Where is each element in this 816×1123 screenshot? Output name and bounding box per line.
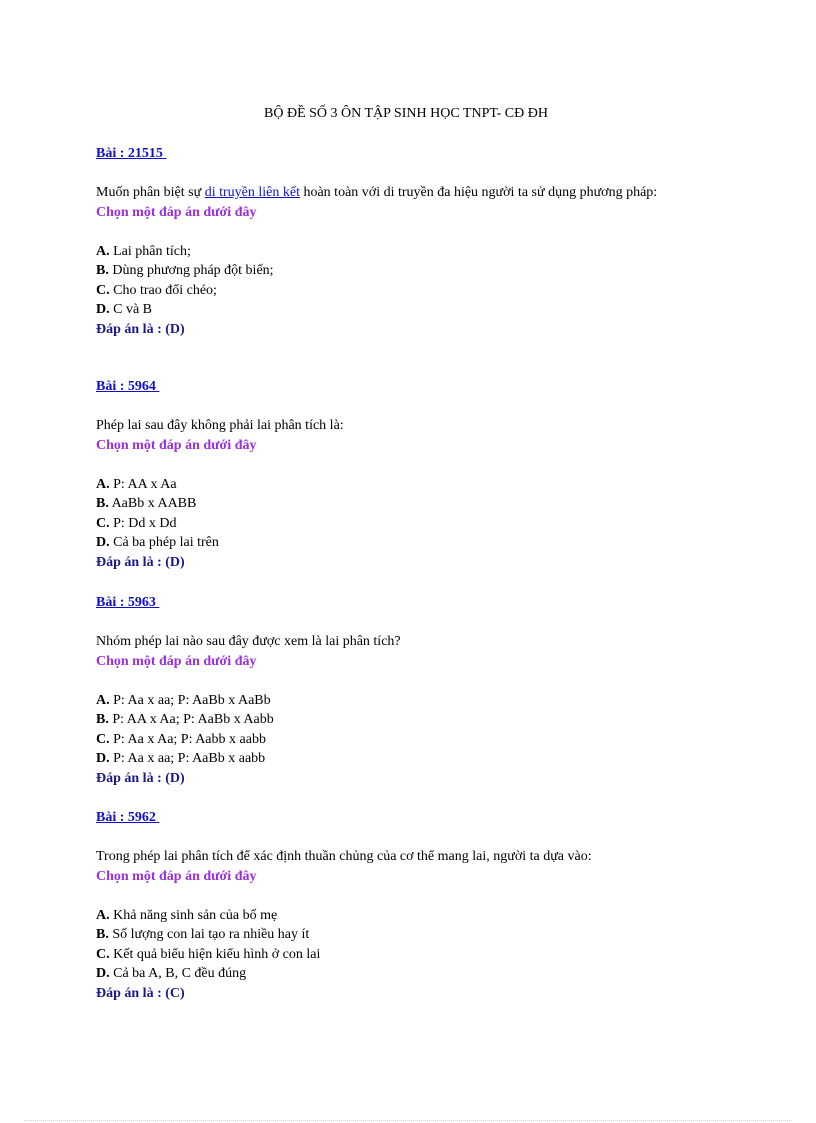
option-letter: A. — [96, 476, 110, 492]
option-text: Lai phân tích; — [109, 243, 191, 259]
answer-line: Đáp án là : (D) — [96, 554, 185, 570]
option-letter: A. — [96, 907, 110, 923]
option-item — [96, 691, 716, 711]
question-text — [96, 632, 701, 652]
option-item — [96, 964, 716, 984]
term-link[interactable]: di truyền liên kết — [204, 185, 300, 200]
option-item — [96, 514, 716, 534]
question-text-before: Trong phép lai phân tích để xác định thuần chủng của cơ thể mang lai, người ta dựa vào: — [96, 849, 592, 864]
option-text: P: Aa x aa; P: AaBb x AaBb — [109, 692, 271, 708]
option-text: Cả ba phép lai trên — [109, 535, 219, 550]
choose-answer-prompt: Chọn một đáp án dưới đây — [96, 204, 257, 220]
option-item — [96, 475, 716, 495]
option-text: P: Aa x aa; P: AaBb x aabb — [109, 751, 266, 766]
question-block — [96, 144, 716, 339]
option-letter: C. — [96, 946, 110, 962]
option-letter: A. — [96, 692, 110, 708]
option-text: P: Aa x Aa; P: Aabb x aabb — [109, 731, 266, 747]
option-text: Cho trao đổi chéo; — [109, 282, 217, 298]
options-list — [96, 906, 716, 984]
option-text: C và B — [109, 302, 153, 317]
option-letter: B. — [96, 496, 109, 511]
option-item — [96, 925, 716, 945]
choose-answer-prompt: Chọn một đáp án dưới đây — [96, 868, 257, 884]
answer-line: Đáp án là : (C) — [96, 985, 185, 1001]
question-text — [96, 183, 701, 203]
option-item — [96, 494, 716, 514]
option-item — [96, 533, 716, 553]
question-heading-link[interactable]: Bài : 5963 — [96, 595, 160, 610]
option-letter: B. — [96, 263, 109, 278]
answer-line: Đáp án là : (D) — [96, 321, 185, 337]
answer-line: Đáp án là : (D) — [96, 770, 185, 786]
option-item — [96, 906, 716, 926]
option-text: Khả năng sinh sản của bố mẹ — [109, 907, 278, 923]
option-text: Dùng phương pháp đột biến; — [108, 263, 274, 278]
options-list — [96, 691, 716, 769]
option-item — [96, 749, 716, 769]
question-text-before: Phép lai sau đây không phải lai phân tích là: — [96, 418, 344, 433]
question-heading-link[interactable]: Bài : 5962 — [96, 810, 160, 825]
question-block — [96, 593, 716, 788]
option-letter: B. — [96, 927, 109, 942]
option-item — [96, 300, 716, 320]
page-bottom-divider — [24, 1120, 792, 1121]
option-text: AaBb x AABB — [108, 496, 197, 511]
question-heading-link[interactable]: Bài : 5964 — [96, 379, 160, 394]
option-text: P: Dd x Dd — [109, 515, 177, 531]
option-letter: C. — [96, 731, 110, 747]
option-text: Số lượng con lai tạo ra nhiều hay ít — [108, 927, 310, 942]
question-text — [96, 847, 701, 867]
option-item — [96, 710, 716, 730]
options-list — [96, 475, 716, 553]
option-text: P: AA x Aa; P: AaBb x Aabb — [108, 712, 274, 727]
option-text: Cả ba A, B, C đều đúng — [109, 966, 247, 981]
option-item — [96, 261, 716, 281]
option-item — [96, 242, 716, 262]
question-block — [96, 377, 716, 572]
option-item — [96, 281, 716, 301]
option-item — [96, 945, 716, 965]
option-letter: B. — [96, 712, 109, 727]
option-letter: C. — [96, 515, 110, 531]
option-letter: D. — [96, 535, 110, 550]
option-letter: D. — [96, 751, 110, 766]
option-letter: D. — [96, 966, 110, 981]
question-text-before: Muốn phân biệt sự — [96, 185, 205, 200]
option-letter: C. — [96, 282, 110, 298]
option-letter: A. — [96, 243, 110, 259]
page-title: BỘ ĐỀ SỐ 3 ÔN TẬP SINH HỌC TNPT- CĐ ĐH — [264, 106, 548, 121]
option-text: P: AA x Aa — [109, 476, 177, 492]
question-text — [96, 416, 701, 436]
options-list — [96, 242, 716, 320]
question-text-after: hoàn toàn với di truyền đa hiệu người ta sử dụng phương pháp: — [299, 185, 658, 200]
option-letter: D. — [96, 302, 110, 317]
question-text-before: Nhóm phép lai nào sau đây được xem là lai phân tích? — [96, 634, 401, 649]
question-block — [96, 808, 716, 1003]
choose-answer-prompt: Chọn một đáp án dưới đây — [96, 437, 257, 453]
option-text: Kết quả biểu hiện kiểu hình ở con lai — [109, 946, 321, 962]
question-heading-link[interactable]: Bài : 21515 — [96, 146, 167, 161]
choose-answer-prompt: Chọn một đáp án dưới đây — [96, 653, 257, 669]
option-item — [96, 730, 716, 750]
